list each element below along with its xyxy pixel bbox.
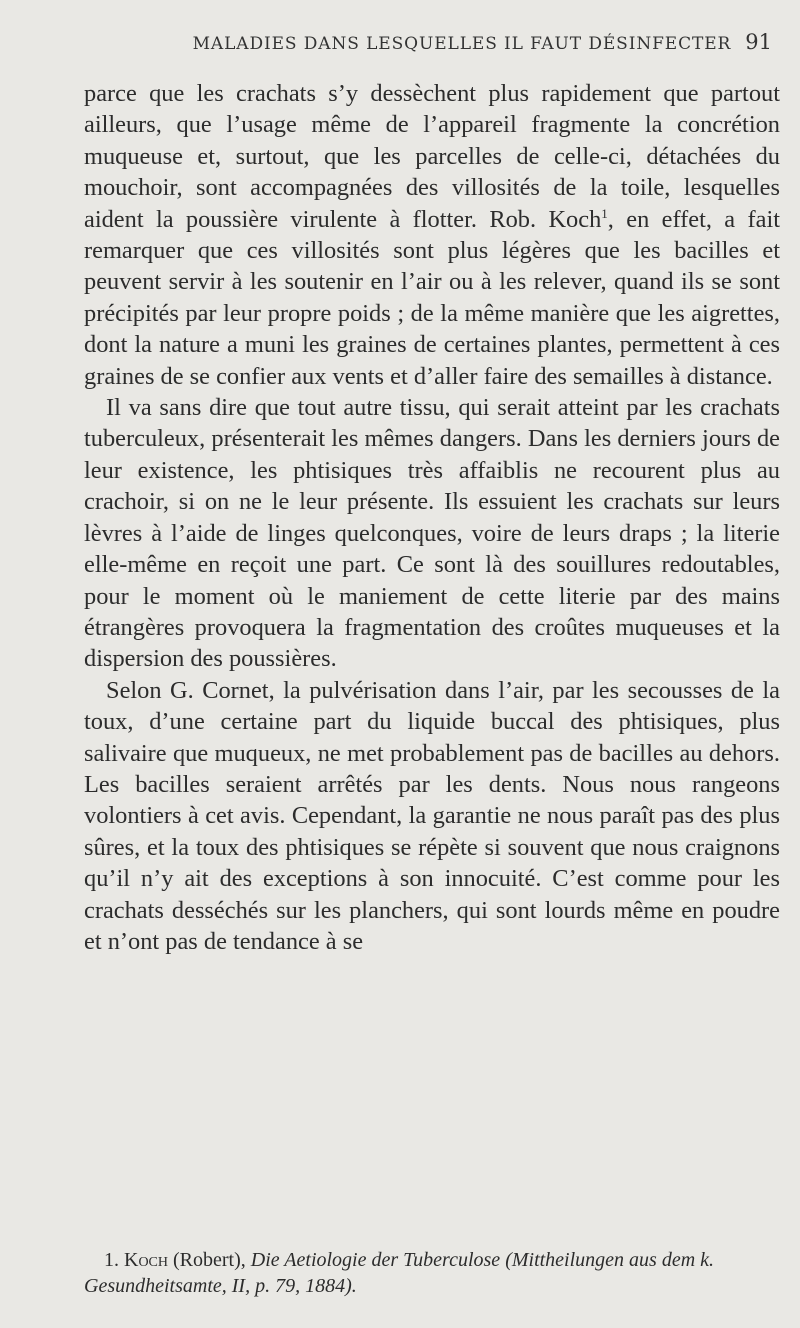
paragraph-1: [84, 78, 780, 392]
footnote-number: 1.: [104, 1249, 119, 1271]
footnote: [84, 1247, 780, 1299]
paragraph-2: Il va sans dire que tout autre tissu, qui serait atteint par les crachats tuberculeux, présenterait les mêmes dangers. Dans les derniers jours de leur existence, les phtisiques très affaiblis ne recourent plus au crachoir, si on ne le leur présente. Ils essuient les crachats sur leurs lèvres à l’aide de linges quelconques, voire de leurs draps ; la literie elle-même en reçoit une part. Ce sont là des souillures redoutables, pour le moment où le maniement de cette literie par des mains étrangères provoquera la fragmentation des croûtes muqueuses et la dispersion des poussières.: [84, 394, 780, 673]
paragraph-1-part-b: , en effet, a fait remarquer que ces villosités sont plus légères que les bacilles et peuvent servir à les soutenir en l’air ou à les relever, quand ils se sont précipités par leur propre poids ; de la même manière que les aigrettes, dont la nature a muni les graines de certaines plantes, permettent à ces graines de se confier aux vents et d’aller faire des semailles à distance.: [84, 205, 780, 390]
page-number: 91: [745, 30, 772, 54]
paragraph-1-part-a: parce que les crachats s’y dessèchent plus rapidement que partout ailleurs, que l’usage même de l’appareil fragmente la concrétion muqueuse et, surtout, que les parcelles de celle-ci, détachées du mouchoir, sont accompagnées des villosités de la toile, lesquelles aident la poussière virulente à flotter. Rob. Koch: [84, 80, 780, 233]
page-header: [84, 30, 772, 70]
body-text: [84, 78, 780, 957]
running-head: MALADIES DANS LESQUELLES IL FAUT DÉSINFECTER: [192, 34, 732, 54]
footnote-details: II, p. 79, 1884).: [226, 1275, 357, 1297]
paragraph-3: Selon G. Cornet, la pulvérisation dans l’air, par les secousses de la toux, d’une certaine part du liquide buccal des phtisiques, plus salivaire que muqueux, ne met probablement pas de bacilles au dehors. Les bacilles seraient arrêtés par les dents. Nous nous rangeons volontiers à cet avis. Cependant, la garantie ne nous paraît pas des plus sûres, et la toux des phtisiques se répète si souvent que nous craignons qu’il n’y ait des exceptions à son innocuité. C’est comme pour les crachats desséchés sur les planchers, qui sont lourds même en poudre et n’ont pas de tendance à se: [84, 676, 780, 955]
footnote-reference: 1: [601, 205, 608, 221]
footnote-title: Die Aetiologie der Tuberculose: [250, 1249, 501, 1271]
footnote-author: Koch: [124, 1249, 169, 1271]
footnote-author-rest: (Robert),: [168, 1249, 251, 1271]
footnote-source: (Mittheilungen aus dem k. Gesundheitsamte,: [84, 1249, 715, 1297]
